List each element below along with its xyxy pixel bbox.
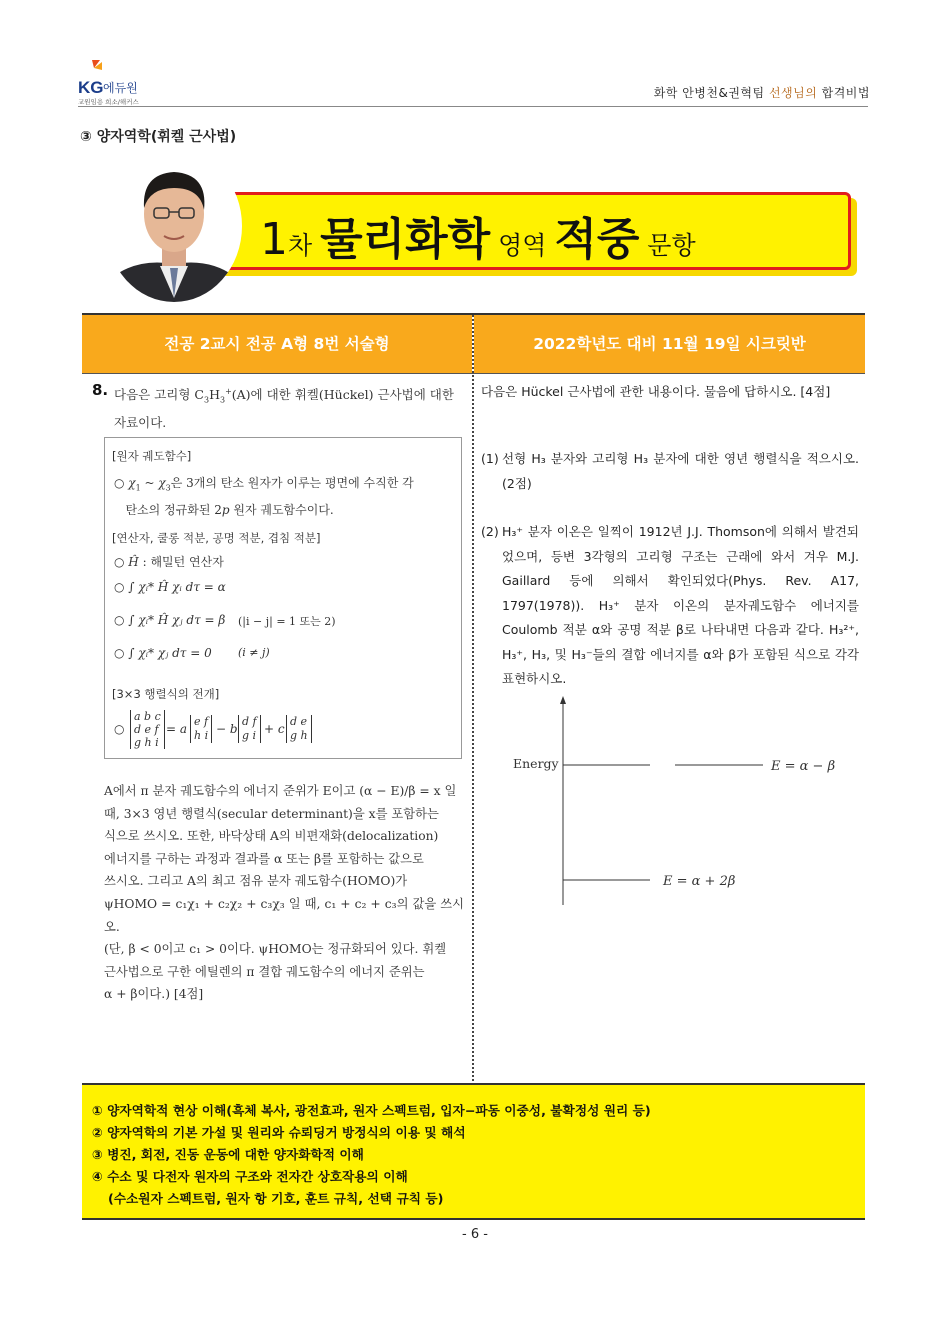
overlap-condition: (i ≠ j) [238, 646, 270, 659]
minor-1 [190, 715, 212, 743]
body-line: α + β이다.) [4점] [104, 987, 204, 1002]
body-line: 때, 3×3 영년 행렬식(secular determinant)을 x를 포함하는 [104, 806, 439, 821]
bullet-determinant: ○ [114, 722, 125, 736]
logo-kg: KG [78, 78, 104, 97]
det-eq: = a [166, 722, 188, 736]
minor-2-row-2: g i [242, 729, 257, 742]
energy-axis-arrow-icon [560, 696, 566, 704]
chi-symbol: χ [128, 476, 136, 490]
logo-name: 에듀원 [103, 81, 138, 95]
hamiltonian-desc: : 해밀턴 연산자 [138, 555, 224, 569]
orbital-p: p [221, 503, 230, 518]
level-lower-label: E = α + 2β [663, 874, 736, 889]
box-hamiltonian: ○ Ĥ : 해밀턴 연산자 [114, 555, 224, 569]
body-line: 근사법으로 구한 에틸렌의 π 결합 궤도함수의 에너지 준위는 [104, 964, 425, 979]
summary-item-2: ② 양자역학의 기본 가설 및 원리와 슈뢰딩거 방정식의 이용 및 해석 [92, 1125, 466, 1140]
banner-p6: 문항 [639, 231, 696, 260]
header-caption [654, 84, 870, 101]
minor-1-row-2: h i [194, 729, 209, 742]
header-caption-highlight: 선생님의 [768, 86, 818, 100]
overlap-integral-eq: ∫ χᵢ* χⱼ dτ = 0 [128, 646, 212, 660]
body-line: ψHOMO = c₁χ₁ + c₂χ₂ + c₃χ₃ 일 때, c₁ + c₂ + c₃의 값을 쓰시오. [104, 896, 464, 934]
minor-3 [286, 715, 312, 743]
banner-title [260, 203, 696, 267]
box-orbital-desc: ○ $\chi_1$ ~ $\chi_3$은 3개의 탄소 원자가 이루는 평면에 수직한 각 탄소의 정규화된 2p 원자 궤도함수이다. [114, 476, 414, 518]
energy-level-diagram [505, 690, 865, 910]
body-line: 에너지를 구하는 과정과 결과를 α 또는 β를 포함하는 값으로 [104, 851, 424, 866]
right-q2-text: H₃⁺ 분자 이온은 일찍이 1912년 J.J. Thomson에 의해서 발견되었으며, 등변 3각형의 고리형 구조는 근래에 와서 겨우 M.J. Gaillard 등에 의해서 확인되었다(Phys. Rev. A17, 1797(1978)). H₃⁺ 분자 이온의 분자궤도함수 에너지를 Coulomb 적분 α와 공명 적분 β로 나타내면 다음과 같다. H₃²⁺, H₃⁺, H₃, 및 H₃⁻들의 결합 에너지를 α와 β가 포함된 식으로 각각 표현하시오. [502, 524, 859, 686]
summary-item-4: ④ 수소 및 다전자 원자의 구조와 전자간 상호작용의 이해 [92, 1169, 408, 1184]
body-line: (단, β < 0이고 c₁ > 0이다. ψHOMO는 정규화되어 있다. 휘켈 [104, 942, 447, 957]
coulomb-integral: ○ ∫ χᵢ* Ĥ χᵢ dτ = α [114, 580, 226, 594]
orbital-desc-2: 탄소의 정규화된 2 [125, 503, 222, 518]
matrix-3x3 [130, 710, 165, 749]
summary-item-4-detail: (수소원자 스펙트럼, 원자 항 기호, 훈트 규칙, 선택 규칙 등) [108, 1191, 444, 1206]
minor-2 [238, 715, 261, 743]
energy-axis-label: Energy [513, 756, 559, 771]
section-title: ③ 양자역학(휘켈 근사법) [80, 129, 237, 145]
question-body [104, 780, 464, 1006]
matrix-row-1: a b c [134, 710, 161, 723]
summary-item-3: ③ 병진, 회전, 진동 운동에 대한 양자화학적 이해 [92, 1147, 364, 1162]
question-intro-b: (A)에 대한 휘켈(Hückel) 근사법에 대한 자료이다. [114, 387, 454, 430]
header-caption-pre: 화학 안병천&권혁팀 [653, 86, 769, 100]
coulomb-integral-eq: ∫ χᵢ* Ĥ χᵢ dτ = α [128, 580, 226, 594]
overlap-integral: ○ ∫ χᵢ* χⱼ dτ = 0 [114, 646, 212, 660]
chi-symbol-3: ~ χ [140, 476, 166, 490]
banner-p1: 1 [260, 214, 288, 265]
resonance-condition: (|i − j| = 1 또는 2) [238, 615, 336, 628]
header-caption-post: 합격비법 [817, 86, 870, 100]
right-intro: 다음은 Hückel 근사법에 관한 내용이다. 물음에 답하시오. [4점] [481, 384, 831, 399]
right-q2 [481, 520, 859, 692]
orbital-desc-3: 원자 궤도함수이다. [229, 503, 334, 518]
det-minus-b: − b [216, 722, 238, 736]
matrix-row-2: d e f [134, 723, 159, 736]
matrix-row-3: g h i [134, 736, 159, 749]
minor-3-row-1: d e [290, 715, 308, 728]
resonance-integral: ○ ∫ χᵢ* Ĥ χⱼ dτ = β [114, 613, 226, 627]
question-number: 8. [92, 381, 109, 399]
hamiltonian-symbol: Ĥ [128, 555, 139, 569]
right-q1-number: (1) [481, 451, 499, 466]
logo-subtitle: 교원임용 희소/해커스 [78, 98, 139, 106]
banner-p2: 차 [288, 231, 321, 260]
banner-p5: 적중 [554, 214, 640, 265]
page-number: - 6 - [462, 1227, 488, 1242]
kg-logo-mark-icon [80, 58, 110, 78]
body-line: 식으로 쓰시오. 또한, 바닥상태 A의 비편재화(delocalization) [104, 829, 439, 844]
column-header-right: 2022학년도 대비 11월 19일 시크릿반 [474, 315, 865, 373]
teacher-portrait [104, 148, 244, 308]
minor-3-row-2: g h [290, 729, 308, 742]
column-divider [472, 315, 474, 1085]
body-line: A에서 π 분자 궤도함수의 에너지 준위가 E이고 (α − E)/β = x 일 [104, 784, 457, 798]
banner-p4: 영역 [490, 231, 555, 260]
box-heading-orbitals: [원자 궤도함수] [112, 449, 192, 463]
right-q1-text: 선형 H₃ 분자와 고리형 H₃ 분자에 대한 영년 행렬식을 적으시오. (2점) [502, 451, 859, 491]
box-heading-integrals: [연산자, 쿨롱 적분, 공명 적분, 겹침 적분] [112, 531, 321, 545]
minor-2-row-1: d f [242, 715, 257, 728]
question-intro: 다음은 고리형 $C_3H_3^+(A)$에 대한 휘켈(Hückel) 근사법에 대한 자료이다. [114, 387, 454, 430]
header-rule [78, 106, 868, 107]
level-upper-label: E = α − β [771, 759, 836, 774]
box-heading-determinant: [3×3 행렬식의 전개] [112, 687, 220, 701]
banner-p3: 물리화학 [320, 214, 491, 265]
question-intro-a: 다음은 고리형 C [114, 387, 204, 403]
right-q2-number: (2) [481, 524, 499, 539]
minor-1-row-1: e f [194, 715, 209, 728]
det-plus-c: + c [264, 722, 285, 736]
summary-item-1: ① 양자역학적 현상 이해(흑체 복사, 광전효과, 원자 스펙트럼, 입자−파동 이중성, 불확정성 원리 등) [92, 1103, 651, 1118]
right-q1 [481, 447, 859, 496]
body-line: 쓰시오. 그리고 A의 최고 점유 분자 궤도함수(HOMO)가 [104, 874, 408, 889]
resonance-integral-eq: ∫ χᵢ* Ĥ χⱼ dτ = β [128, 613, 226, 627]
column-header-left: 전공 2교시 전공 A형 8번 서술형 [82, 315, 472, 373]
orbital-desc-1: 은 3개의 탄소 원자가 이루는 평면에 수직한 각 [170, 476, 414, 490]
